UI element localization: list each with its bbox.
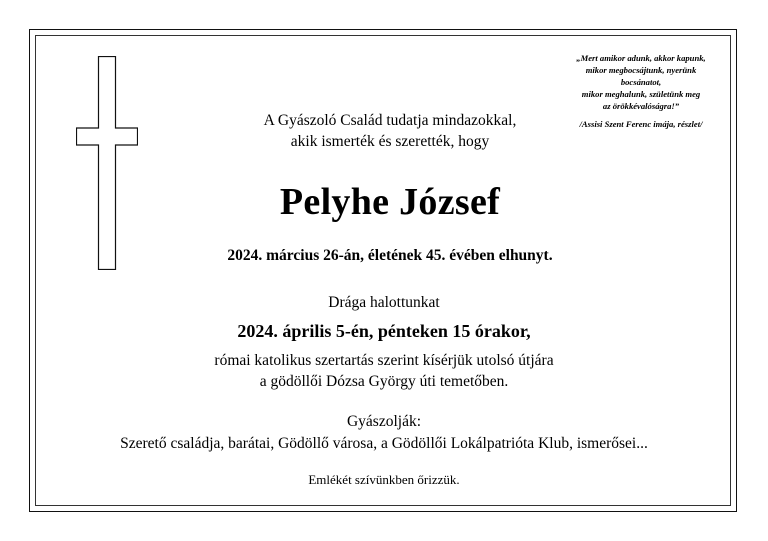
ceremony-line-2: a gödöllői Dózsa György úti temetőben. <box>259 373 509 390</box>
cross-icon <box>76 56 138 270</box>
quote-line: az örökkévalóságra!” <box>602 101 680 111</box>
funeral-intro: Drága halottunkat <box>328 294 440 311</box>
closing-line: Emlékét szívünkben őrizzük. <box>308 472 460 487</box>
quote-line: mikor megbocsájtunk, nyerünk <box>585 65 697 75</box>
ceremony-line-1: római katolikus szertartás szerint kísérjük utolsó útjára <box>214 352 554 369</box>
intro-line-2: akik ismerték és szerették, hogy <box>290 133 490 150</box>
death-notice: 2024. március 26-án, életének 45. évében elhunyt. <box>227 247 553 264</box>
mourners-label: Gyászolják: <box>346 413 422 430</box>
funeral-ceremony <box>0 350 768 392</box>
mourners-list: Szerető családja, barátai, Gödöllő városa, a Gödöllői Lokálpatrióta Klub, ismerősei... <box>120 435 648 452</box>
intro-line-1: A Gyászoló Család tudatja mindazokkal, <box>263 112 517 129</box>
deceased-name: Pelyhe József <box>279 181 501 223</box>
funeral-datetime: 2024. április 5-én, pénteken 15 órakor, <box>237 321 531 341</box>
quote-line: mikor meghalunk, születünk meg <box>581 89 701 99</box>
quote-line: bocsánatot, <box>620 77 662 87</box>
quote-source: /Assisi Szent Ferenc imája, részlet/ <box>579 119 703 129</box>
intro-text <box>190 110 590 152</box>
quote-line: „Mert amikor adunk, akkor kapunk, <box>576 53 706 63</box>
